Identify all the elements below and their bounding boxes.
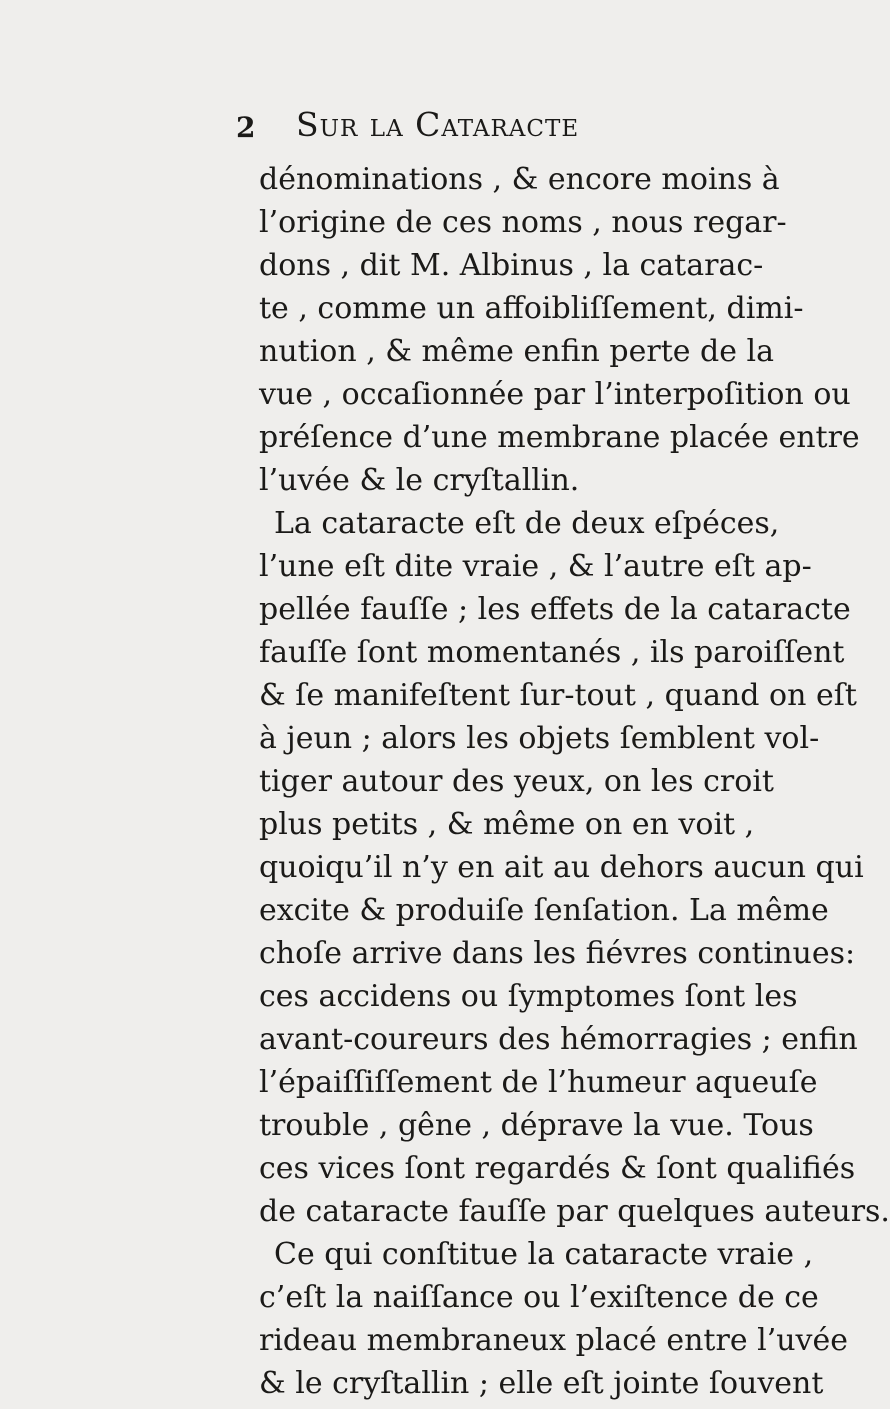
- text-line: nution , & même enfin perte de la: [259, 334, 775, 369]
- text-line: quoiqu’il n’y en ait au dehors aucun qui: [259, 850, 864, 885]
- text-line: l’une eſt dite vraie , & l’autre eſt ap-: [259, 549, 812, 584]
- text-line: préſence d’une membrane placée entre: [259, 420, 860, 455]
- text-line: ces vices ſont regardés & ſont qualifiés: [259, 1151, 856, 1186]
- text-line: c’eſt la naiſſance ou l’exiſtence de ce: [259, 1280, 819, 1315]
- text-line: dons , dit M. Albinus , la catarac-: [259, 248, 764, 283]
- text-line: rideau membraneux placé entre l’uvée: [259, 1323, 849, 1358]
- text-line: l’épaiſſiſſement de l’humeur aqueuſe: [259, 1065, 818, 1100]
- text-line: La cataracte eſt de deux eſpéces,: [274, 506, 780, 541]
- text-line: choſe arrive dans les fiévres continues:: [259, 936, 856, 971]
- text-line: plus petits , & même on en voit ,: [259, 807, 755, 842]
- text-line: pellée fauſſe ; les effets de la cataracte: [259, 592, 851, 627]
- text-line: & le cryſtallin ; elle eſt jointe ſouvent: [259, 1366, 824, 1401]
- text-line: l’uvée & le cryſtallin.: [259, 463, 580, 498]
- text-line: fauſſe ſont momentanés , ils paroiſſent: [259, 635, 845, 670]
- text-line: à jeun ; alors les objets ſemblent vol-: [259, 721, 820, 756]
- text-line: ces accidens ou ſymptomes ſont les: [259, 979, 798, 1014]
- page-number: 2: [236, 111, 256, 144]
- text-line: de cataracte fauſſe par quelques auteurs.: [259, 1194, 890, 1229]
- text-line: & ſe manifeſtent ſur-tout , quand on eſt: [259, 678, 857, 713]
- text-line: excite & produiſe ſenſation. La même: [259, 893, 829, 928]
- text-line: tiger autour des yeux, on les croit: [259, 764, 774, 799]
- text-line: avant-coureurs des hémorragies ; enfin: [259, 1022, 858, 1057]
- text-line: dénominations , & encore moins à: [259, 162, 780, 197]
- running-title: Sur la Cataracte: [296, 105, 580, 144]
- text-line: vue , occaſionnée par l’interpoſition ou: [259, 377, 851, 412]
- text-line: te , comme un affoibliſſement, dimi-: [259, 291, 804, 326]
- text-line: trouble , gêne , déprave la vue. Tous: [259, 1108, 814, 1143]
- text-line: Ce qui conſtitue la cataracte vraie ,: [274, 1237, 814, 1272]
- text-line: l’origine de ces noms , nous regar-: [259, 205, 787, 240]
